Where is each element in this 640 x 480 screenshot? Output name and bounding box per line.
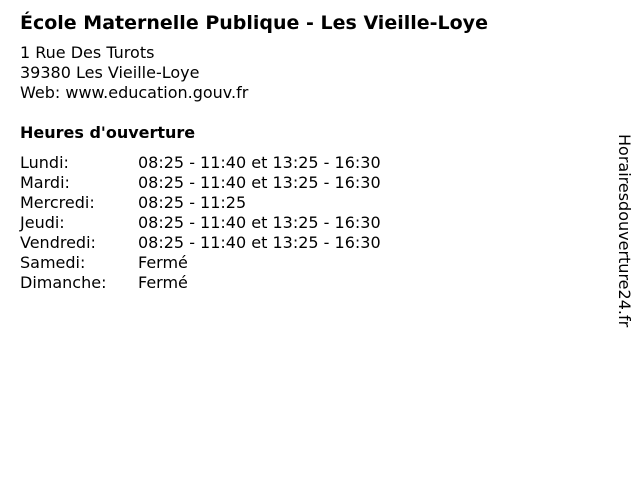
day-label: Mardi:	[20, 173, 70, 192]
time-value: Fermé	[138, 253, 188, 272]
hours-row-samedi	[20, 253, 381, 273]
day-label: Dimanche:	[20, 273, 107, 292]
day-label: Samedi:	[20, 253, 86, 272]
day-label: Vendredi:	[20, 233, 96, 252]
postal-city: 39380 Les Vieille-Loye	[20, 63, 200, 82]
time-value: Fermé	[138, 273, 188, 292]
day-label: Mercredi:	[20, 193, 95, 212]
side-brand-text: Horairesdouverture24.fr	[615, 134, 634, 328]
street-address: 1 Rue Des Turots	[20, 43, 155, 62]
day-label: Lundi:	[20, 153, 69, 172]
time-value: 08:25 - 11:40 et 13:25 - 16:30	[138, 233, 381, 252]
hours-row-dimanche	[20, 273, 381, 293]
hours-row-lundi	[20, 153, 381, 173]
hours-table	[20, 153, 381, 293]
time-value: 08:25 - 11:40 et 13:25 - 16:30	[138, 213, 381, 232]
hours-row-vendredi	[20, 233, 381, 253]
website-link[interactable]: Web: www.education.gouv.fr	[20, 83, 249, 102]
hours-row-mercredi	[20, 193, 381, 213]
time-value: 08:25 - 11:40 et 13:25 - 16:30	[138, 153, 381, 172]
hours-row-mardi	[20, 173, 381, 193]
day-label: Jeudi:	[20, 213, 65, 232]
hours-row-jeudi	[20, 213, 381, 233]
hours-heading: Heures d'ouverture	[20, 123, 196, 142]
time-value: 08:25 - 11:25	[138, 193, 247, 212]
address-block	[20, 43, 248, 103]
time-value: 08:25 - 11:40 et 13:25 - 16:30	[138, 173, 381, 192]
page-title: École Maternelle Publique - Les Vieille-Loye	[20, 12, 488, 34]
